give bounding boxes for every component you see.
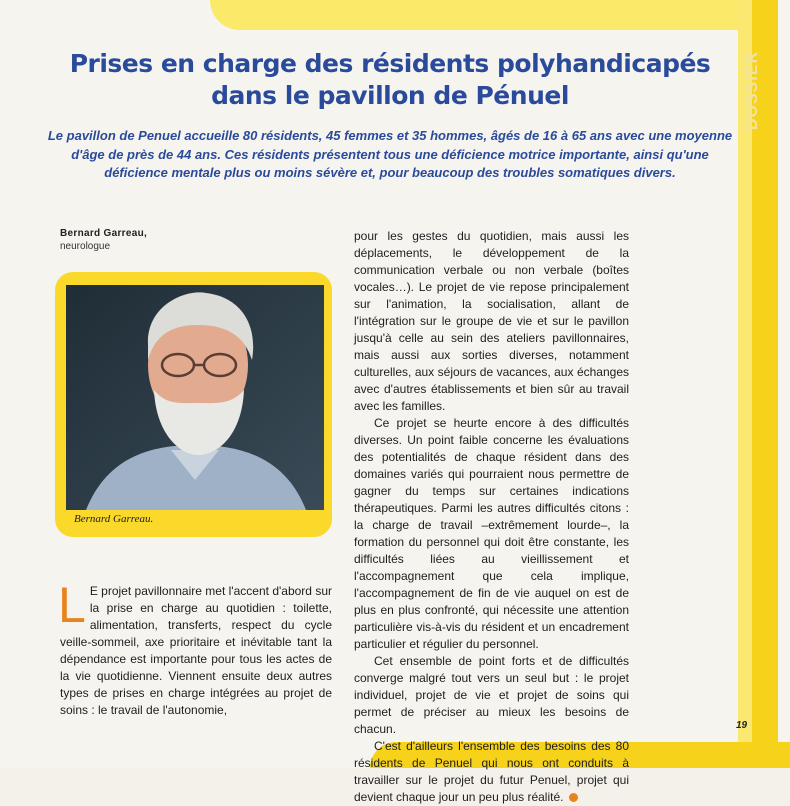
- section-label: DOSSIER: [744, 50, 761, 130]
- top-yellow-band: [210, 0, 755, 30]
- left-text-column: [58, 577, 332, 719]
- drop-cap: L: [58, 577, 86, 633]
- photo-caption: Bernard Garreau.: [74, 513, 154, 525]
- closing-text: C'est d'ailleurs l'ensemble des besoins des 80 résidents de Penuel qui nous ont conduits à travailler sur le projet du futur Penuel, projet qui devient chaque jour un peu plus réalité.: [354, 739, 629, 804]
- body-paragraph: Cet ensemble de point forts et de difficultés converge malgré tout vers un seul but : le projet individuel, projet de vie et projet de soins qui permet de préciser au mieux les besoins de chacun.: [354, 654, 629, 736]
- right-text-column: [354, 228, 629, 806]
- article-title: Prises en charge des résidents polyhandicapés dans le pavillon de Pénuel: [69, 49, 711, 110]
- body-paragraph-last: [354, 738, 629, 806]
- end-mark-icon: [569, 793, 578, 802]
- author-name: Bernard Garreau,: [60, 228, 148, 239]
- article-lead: Le pavillon de Penuel accueille 80 résidents, 45 femmes et 35 hommes, âgés de 16 à 65 ans avec une moyenne d'âge de près de 44 ans. Ces résidents présentent tous une déficience motrice importante, ainsi qu'une déficience mentale plus ou moins sévère et, pour beaucoup des troubles somatiques divers.: [47, 128, 733, 180]
- body-paragraph: E projet pavillonnaire met l'accent d'abord sur la prise en charge au quotidien : toilette, alimentation, transferts, respect du cycle veille-sommeil, axe prioritaire et inévitable tant la dépendance est importante pour tous les actes de la vie quotidienne. Viennent ensuite deux autres types de prises en charge intégrées au projet de soins : le travail de l'autonomie,: [60, 584, 332, 717]
- author-photo: [66, 285, 324, 510]
- portrait-illustration: [66, 285, 324, 510]
- body-paragraph: pour les gestes du quotidien, mais aussi les déplacements, le développement de la communication verbale ou non verbale (boîtes vocales…). Le projet de vie repose principalement sur l'animation, la socialisation, allant de l'intégration sur le groupe de vie et sur le pavillon jusqu'à celle au sein des ateliers pavillonnaires, mais aussi aux sorties diverses, notamment culturelles, aux séjours de vacances, aux échanges avec d'autres établissements et bien sûr au travail avec les familles.: [354, 229, 629, 413]
- page-number: 19: [736, 720, 748, 731]
- author-role: neurologue: [60, 241, 111, 252]
- body-paragraph: Ce projet se heurte encore à des difficultés diverses. Un point faible concerne les évaluations des potentialités de chaque résident dans des domaines variés qui pourraient nous permettre de gagner du temps sur certaines indications thérapeutiques. Parmi les autres difficultés citons : la charge de travail –extrêmement lourde–, la formation du personnel qui doit être constante, les difficultés liées au vieillissement et l'accompagnement que cela implique, l'accompagnement de fin de vie auquel on est de plus en plus confronté, qui nécessite une attention particulière vis-à-vis du résident et un encadrement particulier et régulier du personnel.: [354, 416, 629, 651]
